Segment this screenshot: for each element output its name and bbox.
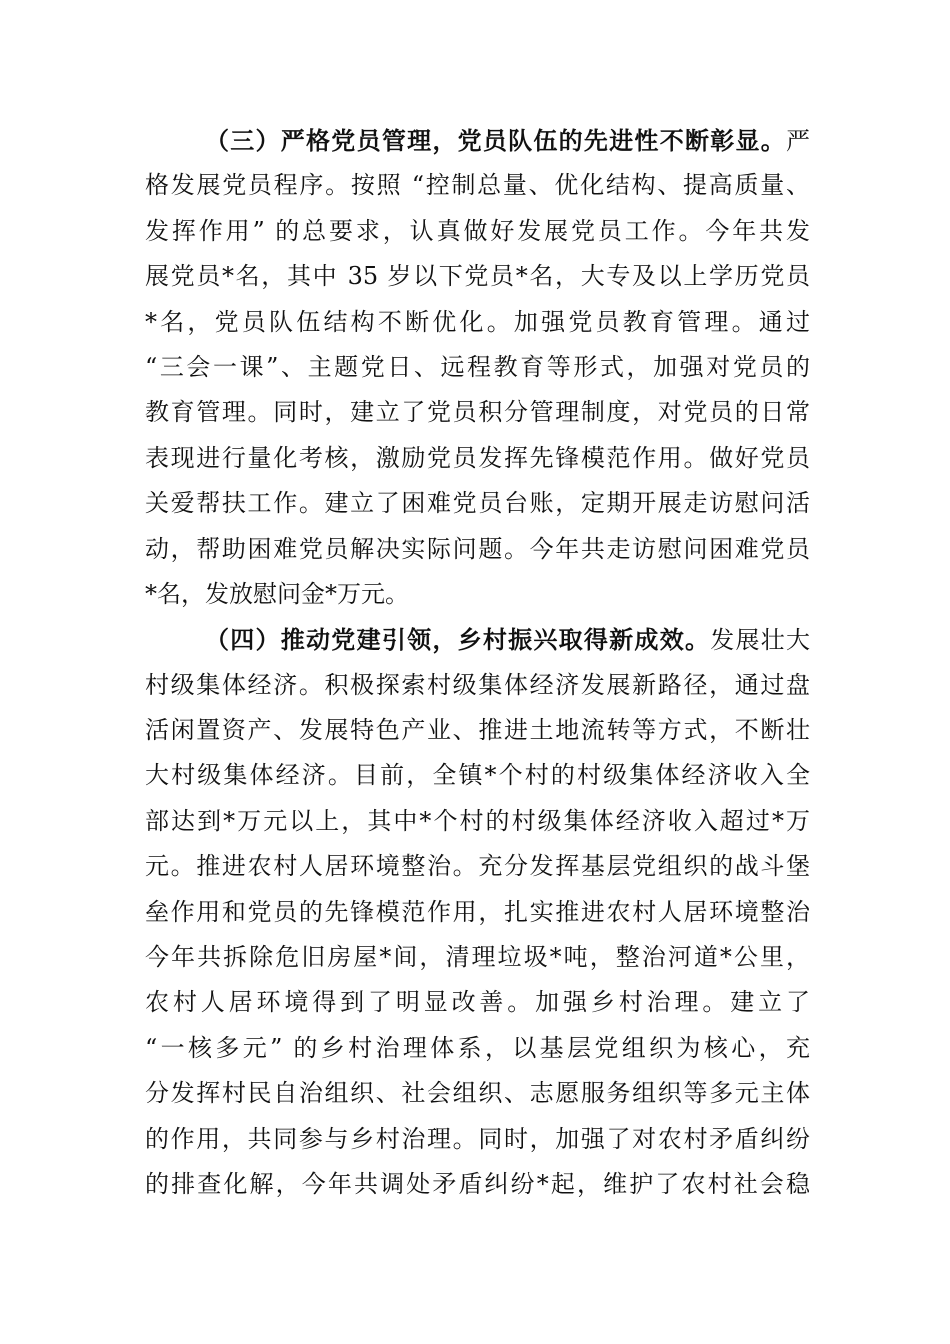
section4-line: 部达到*万元以上，其中*个村的村级集体经济收入超过*万 <box>145 806 810 835</box>
section4-line: 农村人居环境得到了明显改善。加强乡村治理。建立了 <box>145 988 810 1017</box>
section4-line: 活闲置资产、发展特色产业、推进土地流转等方式，不断壮 <box>145 716 810 745</box>
section3-line: “三会一课”、主题党日、远程教育等形式，加强对党员的 <box>145 352 810 381</box>
section4-line: “一核多元” 的乡村治理体系，以基层党组织为核心，充 <box>145 1033 810 1062</box>
document-body <box>145 118 810 1207</box>
section4-first-line <box>145 617 810 662</box>
section3-line: 格发展党员程序。按照 “控制总量、优化结构、提高质量、 <box>145 171 810 200</box>
section3-line: 表现进行量化考核，激励党员发挥先锋模范作用。做好党员 <box>145 443 810 472</box>
section4-text: 发展壮大 <box>710 626 810 655</box>
section4-line: 今年共拆除危旧房屋*间，清理垃圾*吨，整治河道*公里， <box>145 943 810 972</box>
section3-line: 展党员*名，其中 35 岁以下党员*名，大专及以上学历党员 <box>145 262 810 291</box>
section4-line: 大村级集体经济。目前，全镇*个村的村级集体经济收入全 <box>145 761 810 790</box>
section3-line: *名，发放慰问金*万元。 <box>145 579 409 608</box>
section4-line: 的作用，共同参与乡村治理。同时，加强了对农村矛盾纠纷 <box>145 1124 810 1153</box>
section4-line: 垒作用和党员的先锋模范作用，扎实推进农村人居环境整治 <box>145 897 810 926</box>
section4-line: 分发挥村民自治组织、社会组织、志愿服务组织等多元主体 <box>145 1079 810 1108</box>
section3-line: 教育管理。同时，建立了党员积分管理制度，对党员的日常 <box>145 398 810 427</box>
section3-text: 严 <box>786 127 810 155</box>
section3-line: *名，党员队伍结构不断优化。加强党员教育管理。通过 <box>145 307 810 336</box>
section3-first-line <box>145 118 810 163</box>
section4-line: 村级集体经济。积极探索村级集体经济发展新路径，通过盘 <box>145 670 810 699</box>
section3-line: 关爱帮扶工作。建立了困难党员台账，定期开展走访慰问活 <box>145 489 810 518</box>
section3-line: 发挥作用” 的总要求，认真做好发展党员工作。今年共发 <box>145 216 810 245</box>
section4-line: 元。推进农村人居环境整治。充分发挥基层党组织的战斗堡 <box>145 852 810 881</box>
section3-line: 动，帮助困难党员解决实际问题。今年共走访慰问困难党员 <box>145 534 810 563</box>
section3-heading: （三）严格党员管理，党员队伍的先进性不断彰显。 <box>205 126 786 155</box>
section4-heading: （四）推动党建引领，乡村振兴取得新成效。 <box>205 625 711 655</box>
section4-line: 的排查化解，今年共调处矛盾纠纷*起，维护了农村社会稳 <box>145 1169 810 1198</box>
